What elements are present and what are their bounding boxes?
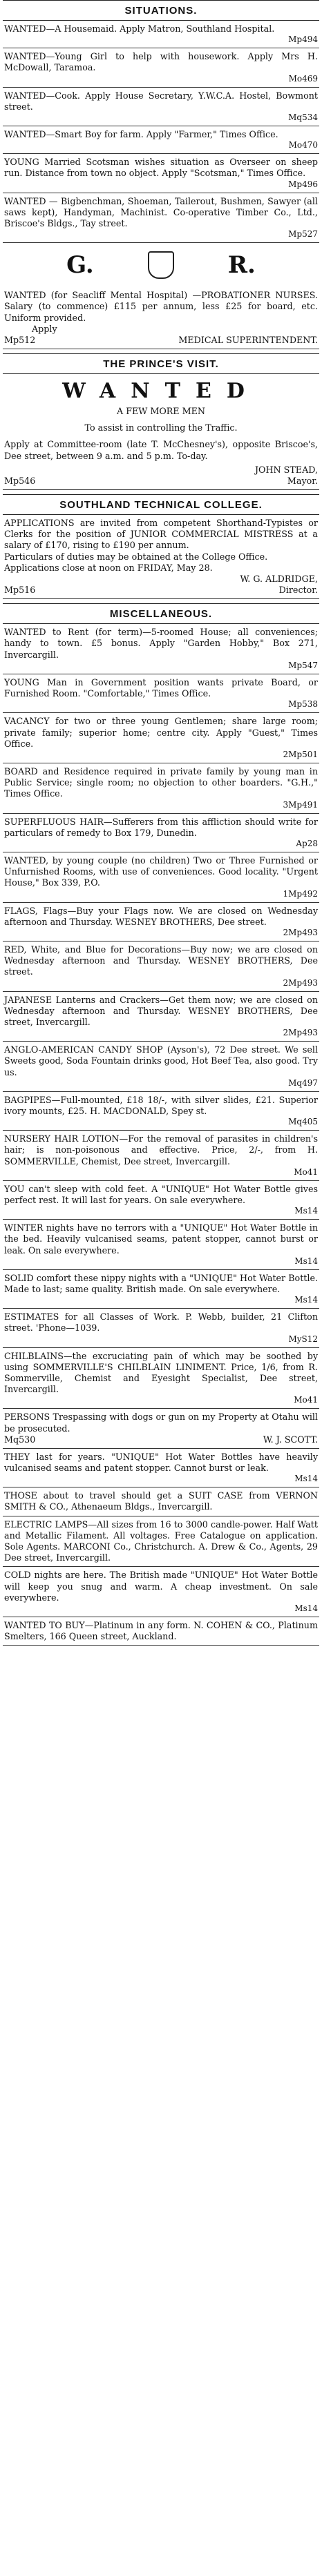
tech-signer: W. G. ALDRIDGE,	[240, 574, 318, 585]
ad-text: PERSONS Trespassing with dogs or gun on my Property at Otahu will be prosecuted.	[4, 1412, 318, 1434]
ad-key: Mq534	[288, 113, 318, 123]
classified-ad	[3, 1181, 319, 1220]
classified-ad	[3, 154, 319, 193]
classified-ad	[3, 852, 319, 903]
classified-ad	[3, 992, 319, 1042]
tech-text3: Applications close at noon on FRIDAY, May 28.	[4, 562, 213, 573]
ad-key: Mp494	[288, 35, 318, 45]
ad-text: WANTED—Young Girl to help with housework. Apply Mrs H. McDowall, Taramoa.	[4, 51, 318, 73]
ad-key: Ms14	[294, 1474, 318, 1484]
ad-key: MyS12	[288, 1334, 318, 1344]
ad-key: Ap28	[296, 838, 318, 848]
ad-text: VACANCY for two or three young Gentlemen; share large room; private family; superior home; centre city. Apply "Guest," Times Office.	[4, 716, 318, 749]
ad-key: Mo469	[288, 73, 318, 84]
classified-ad	[3, 674, 319, 713]
classified-ad	[3, 48, 319, 87]
ad-key: 2Mp493	[283, 977, 318, 988]
ad-text: WANTED—A Housemaid. Apply Matron, Southland Hospital.	[4, 23, 275, 34]
ad-key: 1Mp492	[283, 888, 318, 899]
ad-key: Ms14	[294, 1256, 318, 1266]
ad-key: Mp527	[288, 229, 318, 240]
classified-ad	[3, 1409, 319, 1448]
ad-text: FLAGS, Flags—Buy your Flags now. We are closed on Wednesday afternoon and Thursday. WESNEY BROTHERS, Dee street.	[4, 905, 318, 927]
princes-line2: Apply at Committee-room (late T. McChesney's), opposite Briscoe's, Dee street, between 9 a.m. and 5 p.m. To-day.	[4, 439, 318, 461]
ad-key: Mq497	[288, 1077, 318, 1088]
classified-ad	[3, 126, 319, 154]
misc-heading: MISCELLANEOUS.	[109, 608, 213, 621]
ad-text: WANTED—Cook. Apply House Secretary, Y.W.C.A. Hostel, Bowmont street.	[4, 90, 318, 112]
ad-key: Mo41	[294, 1167, 318, 1177]
ad-key: 2Mp493	[283, 927, 318, 937]
princes-title: Mayor.	[287, 476, 318, 487]
classified-ad	[3, 1042, 319, 1092]
crest-letter-r: R.	[227, 251, 256, 280]
ad-key: 3Mp491	[283, 799, 318, 810]
ad-text: BAGPIPES—Full-mounted, £18 18/-, with silver slides, £21. Superior ivory mounts, £25. H. MACDONALD, Spey st.	[4, 1094, 318, 1116]
ad-key: Mp547	[288, 660, 318, 670]
classified-ad	[3, 624, 319, 674]
ad-key: Ms14	[294, 1295, 318, 1305]
situations-ads	[3, 21, 319, 243]
princes-sub: A FEW MORE MEN	[117, 406, 205, 417]
ad-text: THEY last for years. "UNIQUE" Hot Water Bottles have heavily vulcanised seams and patent stopper. Cannot burst or leak.	[4, 1451, 318, 1474]
classified-ad	[3, 1348, 319, 1409]
royal-crest	[3, 243, 319, 287]
ad-text: SOLID comfort these nippy nights with a "UNIQUE" Hot Water Bottle. Made to last; same quality. British made. On sale everywhere.	[4, 1272, 318, 1294]
ad-text: YOUNG Man in Government position wants private Board, or Furnished Room. "Comfortable," Times Office.	[4, 676, 318, 699]
seacliff-key: Mp512	[4, 335, 36, 346]
classified-ad	[3, 1220, 319, 1270]
classified-ad	[3, 903, 319, 941]
ad-key: Mp538	[288, 699, 318, 710]
princes-key: Mp546	[4, 476, 36, 487]
ad-text: WANTED—Smart Boy for farm. Apply "Farmer," Times Office.	[4, 129, 278, 140]
ad-key: Mo470	[288, 140, 318, 150]
classified-ad	[3, 941, 319, 992]
ad-key: Mq405	[288, 1117, 318, 1127]
classified-ad	[3, 88, 319, 126]
ad-key: Mq530	[4, 1434, 36, 1445]
seacliff-apply: Apply	[32, 323, 57, 334]
ad-text: NURSERY HAIR LOTION—For the removal of parasites in children's hair; is non-poisonous and effective. Price, 2/-, from H. SOMMERVILLE, Chemist, Dee street, Invercargill.	[4, 1133, 318, 1167]
classified-ad	[3, 1487, 319, 1516]
princes-heading: THE PRINCE'S VISIT.	[103, 358, 219, 371]
seacliff-ad	[3, 287, 319, 349]
ad-text: WANTED, by young couple (no children) Two or Three Furnished or Unfurnished Rooms, with use of conveniences. Good locality. "Urgent House," Box 339, P.O.	[4, 855, 318, 888]
classified-ad	[3, 1617, 319, 1646]
ad-text: WANTED TO BUY—Platinum in any form. N. COHEN & CO., Platinum Smelters, 166 Queen street, Auckland.	[4, 1620, 318, 1642]
tech-title: Director.	[278, 585, 318, 596]
ad-text: ANGLO-AMERICAN CANDY SHOP (Ayson's), 72 Dee street. We sell Sweets good, Soda Fountain drinks good, Hot Beef Tea, also good. Try us.	[4, 1044, 318, 1077]
ad-text: JAPANESE Lanterns and Crackers—Get them now; we are closed on Wednesday afternoon and Thursday. WESNEY BROTHERS, Dee street, Invercargill.	[4, 994, 318, 1027]
ad-signer: W. J. SCOTT.	[263, 1434, 318, 1445]
ad-key: Ms14	[294, 1206, 318, 1216]
ad-text: CHILBLAINS—the excruciating pain of which may be soothed by using SOMMERVILLE'S CHILBLAIN LINIMENT. Price, 1/6, from R. Sommerville, Chemist and Eyesight Specialist, Dee street, Invercargill.	[4, 1350, 318, 1395]
tech-text: APPLICATIONS are invited from competent Shorthand-Typistes or Clerks for the position of JUNIOR COMMERCIAL MISTRESS at a salary of £170, rising to £190 per annum.	[4, 518, 318, 551]
tech-heading: SOUTHLAND TECHNICAL COLLEGE.	[59, 499, 263, 511]
princes-line1: To assist in controlling the Traffic.	[84, 422, 238, 433]
ad-text: WANTED to Rent (for term)—5-roomed House; all conveniences; handy to town. £5 bonus. Apply "Garden Hobby," Box 271, Invercargill.	[4, 627, 318, 660]
ad-text: SUPERFLUOUS HAIR—Sufferers from this affliction should write for particulars of remedy to Box 179, Dunedin.	[4, 816, 318, 838]
ad-key: 2Mp493	[283, 1028, 318, 1038]
classified-ad	[3, 763, 319, 814]
crown-crest-icon	[148, 251, 174, 279]
ad-key: 2Mp501	[283, 749, 318, 759]
crest-letter-g: G.	[66, 251, 94, 280]
seacliff-text: WANTED (for Seacliff Mental Hospital) —PROBATIONER NURSES. Salary (to commence) £115 per annum, less £25 for board, etc. Uniform provided.	[4, 290, 318, 323]
ad-text: ESTIMATES for all Classes of Work. P. Webb, builder, 21 Clifton street. 'Phone—1039.	[4, 1311, 318, 1334]
situations-heading: SITUATIONS.	[124, 5, 198, 17]
classified-ad	[3, 1270, 319, 1309]
ad-key: Ms14	[294, 1603, 318, 1614]
ad-key: Mp496	[288, 179, 318, 189]
princes-signer: JOHN STEAD,	[254, 464, 318, 475]
seacliff-sign: MEDICAL SUPERINTENDENT.	[178, 335, 318, 346]
ad-text: ELECTRIC LAMPS—All sizes from 16 to 3000 candle-power. Half Watt and Metallic Filament. All voltages. Free Catalogue on application. Sole Agents. MARCONI Co., Christchurch. A. Drew & Co., Agents, 29 Dee street, Invercargill.	[4, 1519, 318, 1563]
classified-ad	[3, 21, 319, 48]
classified-ad	[3, 193, 319, 244]
tech-ad	[3, 515, 319, 599]
ad-key: Mo41	[294, 1395, 318, 1405]
ad-text: THOSE about to travel should get a SUIT CASE from VERNON SMITH & CO., Athenaeum Bldgs., Invercargill.	[4, 1490, 318, 1512]
ad-text: WINTER nights have no terrors with a "UNIQUE" Hot Water Bottle in the bed. Heavily vulcanised seams, patent stopper, cannot burst or leak. On sale everywhere.	[4, 1222, 318, 1256]
ad-text: COLD nights are here. The British made "UNIQUE" Hot Water Bottle will keep you snug and warm. A cheap investment. On sale everywhere.	[4, 1570, 318, 1603]
ad-text: YOU can't sleep with cold feet. A "UNIQUE" Hot Water Bottle gives perfect rest. It will last for years. On sale everywhere.	[4, 1183, 318, 1205]
classified-ad	[3, 1131, 319, 1181]
classified-ad	[3, 1516, 319, 1568]
princes-ad	[3, 374, 319, 490]
misc-ads	[3, 624, 319, 1646]
tech-text2: Particulars of duties may be obtained at the College Office.	[4, 551, 268, 562]
classified-ad	[3, 1309, 319, 1347]
ad-text: WANTED — Bigbenchman, Shoeman, Tailerout, Bushmen, Sawyer (all saws kept), Handyman, Machinist. Co-operative Timber Co., Ltd., Briscoe's Bldgs., Tay street.	[4, 195, 318, 229]
classified-ad	[3, 1567, 319, 1617]
tech-key: Mp516	[4, 585, 36, 596]
classified-ad	[3, 1092, 319, 1131]
ad-text: RED, White, and Blue for Decorations—Buy now; we are closed on Wednesday afternoon and Thursday. WESNEY BROTHERS, Dee street.	[4, 944, 318, 977]
ad-text: YOUNG Married Scotsman wishes situation as Overseer on sheep run. Distance from town no object. Apply "Scotsman," Times Office.	[4, 157, 318, 179]
princes-wanted: WANTED	[62, 379, 260, 404]
ad-text: BOARD and Residence required in private family by young man in Public Service; single room; no objection to other boarders. "G.H.," Times Office.	[4, 765, 318, 799]
classified-ad	[3, 713, 319, 763]
classified-ad	[3, 814, 319, 852]
classified-ad	[3, 1449, 319, 1487]
